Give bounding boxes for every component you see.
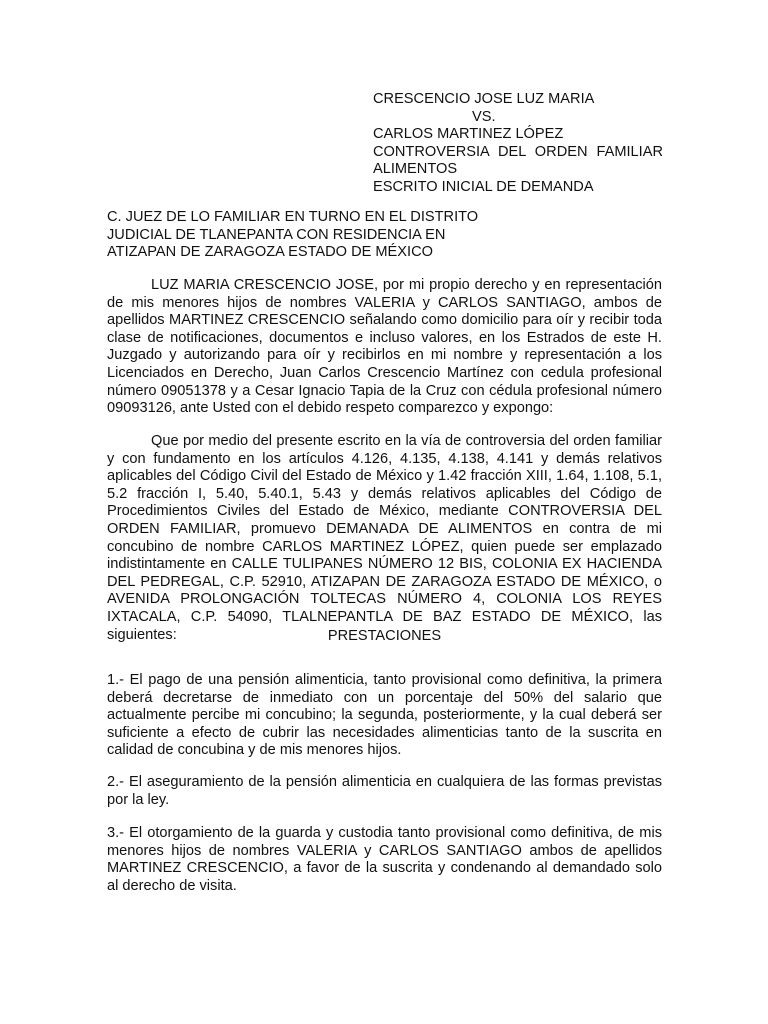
intro-paragraph: LUZ MARIA CRESCENCIO JOSE, por mi propio derecho y en representación de mis menores hijos de nombres VALERIA y CARLOS SANTIAGO, ambos de apellidos MARTINEZ CRESCENCIO señalando como domicilio para oír y recibir toda clase de notificaciones, documentos e incluso valores, en los Estrados de este H. Juzgado y autorizando para oír y recibirlos en mi nombre y representación a los Licenciados en Derecho, Juan Carlos Crescencio Martínez con cedula profesional número 09051378 y a Cesar Ignacio Tapia de la Cruz con cédula profesional número 09093126, ante Usted con el debido respeto comparezco y expongo: [107, 277, 662, 417]
caption-versus: VS. [472, 108, 496, 125]
section-heading: PRESTACIONES [327, 628, 442, 644]
caption-proceeding-type: CONTROVERSIA DEL ORDEN FAMILIAR [373, 143, 663, 160]
caption-defendant: CARLOS MARTINEZ LÓPEZ [373, 126, 564, 143]
prestacion-item-3: 3.- El otorgamiento de la guarda y custodia tanto provisional como definitiva, de mis menores hijos de nombres VALERIA y CARLOS SANTIAGO ambos de apellidos MARTINEZ CRESCENCIO, a favor de la suscrita y condenando al demandado solo al derecho de visita. [107, 825, 662, 894]
addressee-line-1: C. JUEZ DE LO FAMILIAR EN TURNO EN EL DISTRITO [107, 209, 479, 225]
court-addressee [107, 209, 667, 262]
addressee-line-3: ATIZAPAN DE ZARAGOZA ESTADO DE MÉXICO [107, 244, 433, 261]
caption-document-type: ESCRITO INICIAL DE DEMANDA [373, 178, 594, 195]
claim-paragraph: Que por medio del presente escrito en la vía de controversia del orden familiar y con fundamento en los artículos 4.126, 4.135, 4.138, 4.141 y demás relativos aplicables del Código Civil del Estado de México y 1.42 fracción XIII, 1.64, 1.108, 5.1, 5.2 fracción I, 5.40, 5.40.1, 5.43 y demás relativos aplicables del Código de Procedimientos Civiles del Estado de México, mediante CONTROVERSIA DEL ORDEN FAMILIAR, promuevo DEMANADA DE ALIMENTOS en contra de mi concubino de nombre CARLOS MARTINEZ LÓPEZ, quien puede ser emplazado indistintamente en CALLE TULIPANES NÚMERO 12 BIS, COLONIA EX HACIENDA DEL PEDREGAL, C.P. 52910, ATIZAPAN DE ZARAGOZA ESTADO DE MÉXICO, o AVENIDA PROLONGACIÓN TOLTECAS NÚMERO 4, COLONIA LOS REYES IXTACALA, C.P. 54090, TLALNEPANTLA DE BAZ ESTADO DE MÉXICO, las siguientes: [107, 433, 662, 643]
addressee-line-2: JUDICIAL DE TLANEPANTA CON RESIDENCIA EN [107, 226, 446, 243]
prestacion-item-1: 1.- El pago de una pensión alimenticia, tanto provisional como definitiva, la primera deberá decretarse de inmediato con un porcentaje del 50% del salario que actualmente percibe mi concubino; la segunda, posteriormente, y la cual deberá ser suficiente a efecto de cubrir las necesidades alimenticias tanto de la suscrita en calidad de concubina y de mis menores hijos. [107, 672, 662, 759]
prestacion-item-2: 2.- El aseguramiento de la pensión alimenticia en cualquiera de las formas previstas por la ley. [107, 774, 662, 808]
caption-subject: ALIMENTOS [373, 161, 458, 178]
case-caption [373, 91, 663, 197]
caption-plaintiff: CRESCENCIO JOSE LUZ MARIA [373, 91, 595, 107]
